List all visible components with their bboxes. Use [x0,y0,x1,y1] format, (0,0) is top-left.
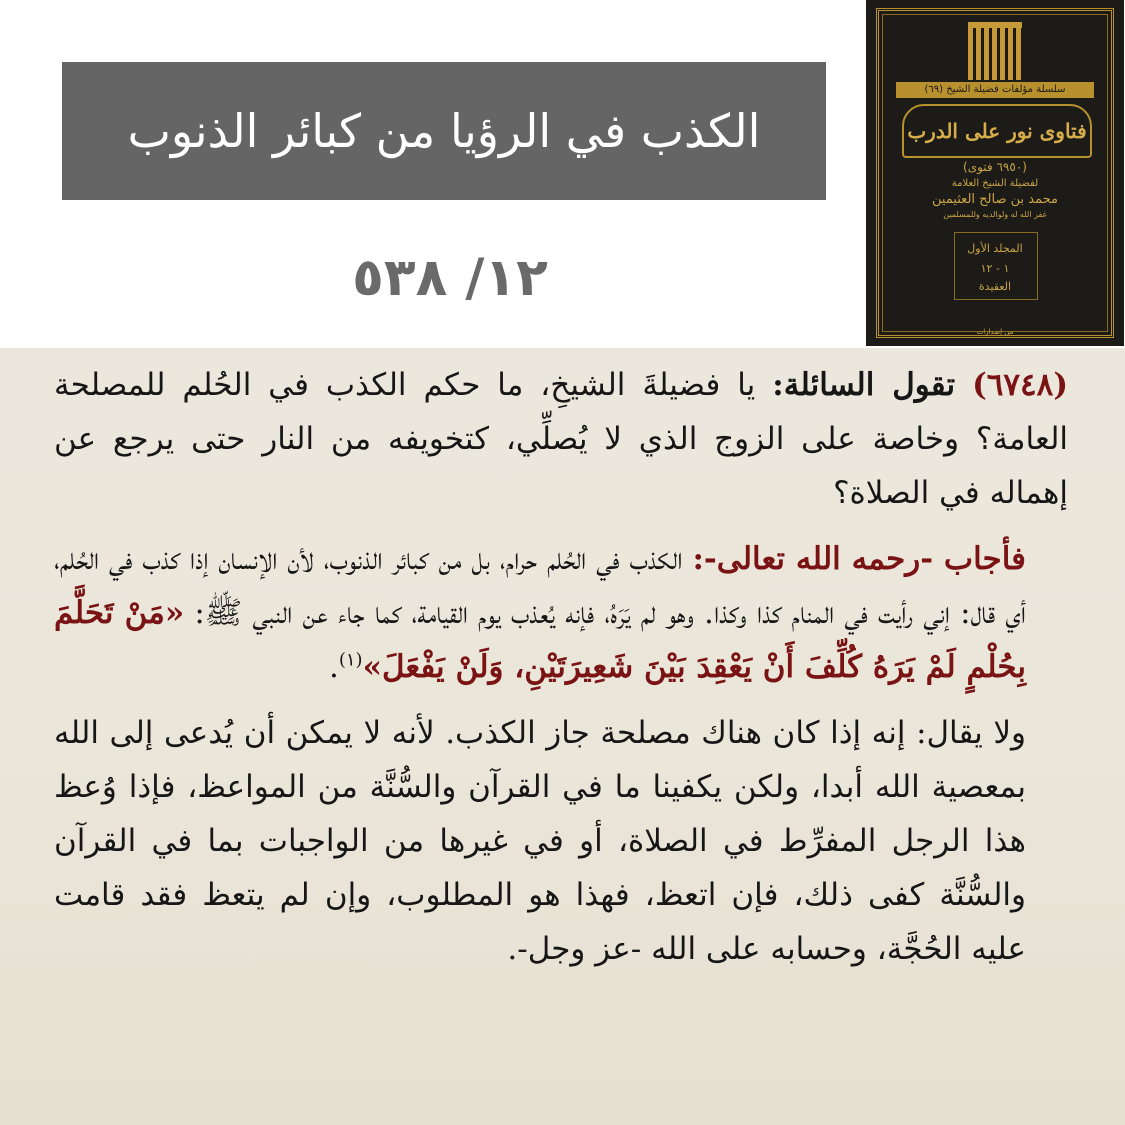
question-paragraph [54,358,1068,520]
cover-subject: العقيدة [978,280,1012,293]
book-page-photo [0,348,1125,1125]
volume-page-reference: ١٢/ ٥٣٨ [352,248,548,308]
cover-title-panel [902,104,1092,158]
title-banner [62,62,826,200]
third-paragraph: ولا يقال: إنه إذا كان هناك مصلحة جاز الكذب. لأنه لا يمكن أن يُدعى إلى الله بمعصية الله أبدا، ولكن يكفينا ما في القرآن والسُّنَّة من المواعظ، فإذا وُعظ هذا الرجل المفرِّط في الصلاة، أو في غيرها من الواجبات بما في القرآن والسُّنَّة كفى ذلك، فإن اتعظ، فهذا هو المطلوب، وإن لم يتعظ فقد قامت عليه الحُجَّة، وحسابه على الله -عز وجل-. [54,715,1026,967]
page-text [54,358,1068,976]
cover-fatwa-count: (٦٩٥٠ فتوى) [963,160,1027,174]
footnote-marker: (١) [338,649,363,671]
cover-author: محمد بن صالح العثيمين [932,192,1058,207]
answer-paragraph [54,532,1068,694]
hadith-quote: «مَنْ تَحَلَّمَ بِحُلْمٍ لَمْ يَرَهُ كُلِّفَ أَنْ يَعْقِدَ بَيْنَ شَعِيرَتَيْنِ، وَلَنْ يَفْعَلَ» [54,595,1026,685]
answer-label: فأجاب -رحمه الله تعالى-: [692,541,1026,577]
cover-author-note: غفر الله له ولوالديه وللمسلمين [943,210,1047,219]
cover-author-title: لفضيلة الشيخ العلامة [951,178,1039,189]
question-label: تقول السائلة: [772,367,956,403]
cover-range: ١ - ١٢ [980,262,1010,275]
cover-series-label: سلسلة مؤلفات فضيلة الشيخ (٦٩) [896,82,1094,98]
question-number: (٦٧٤٨) [972,367,1069,403]
cover-publisher: من إصدارات [976,328,1014,336]
book-cover-image [866,0,1124,346]
question-text: يا فضيلةَ الشيخِ، ما حكم الكذب في الحُلم للمصلحة العامة؟ وخاصة على الزوج الذي لا يُصلِّي، كتخويفه من النار حتى يرجع عن إهماله في الصلاة؟ [54,367,1068,511]
answer-text: الكذب في الحُلم حرام، بل من كبائر الذنوب، لأن الإنسان إذا كذب في الحُلم، أي قال: إني رأيت في المنام كذا وكذا. وهو لم يَرَهُ، فإنه يُعذب يوم القيامة، كما جاء عن النبي ﷺ: [54,541,1027,631]
publisher-logo-icon [968,22,1022,80]
answer-end: . [328,649,339,685]
page-title: الكذب في الرؤيا من كبائر الذنوب [127,104,761,158]
cover-volume: المجلد الأول [967,242,1023,255]
cover-title: فتاوى نور على الدرب [907,119,1087,143]
